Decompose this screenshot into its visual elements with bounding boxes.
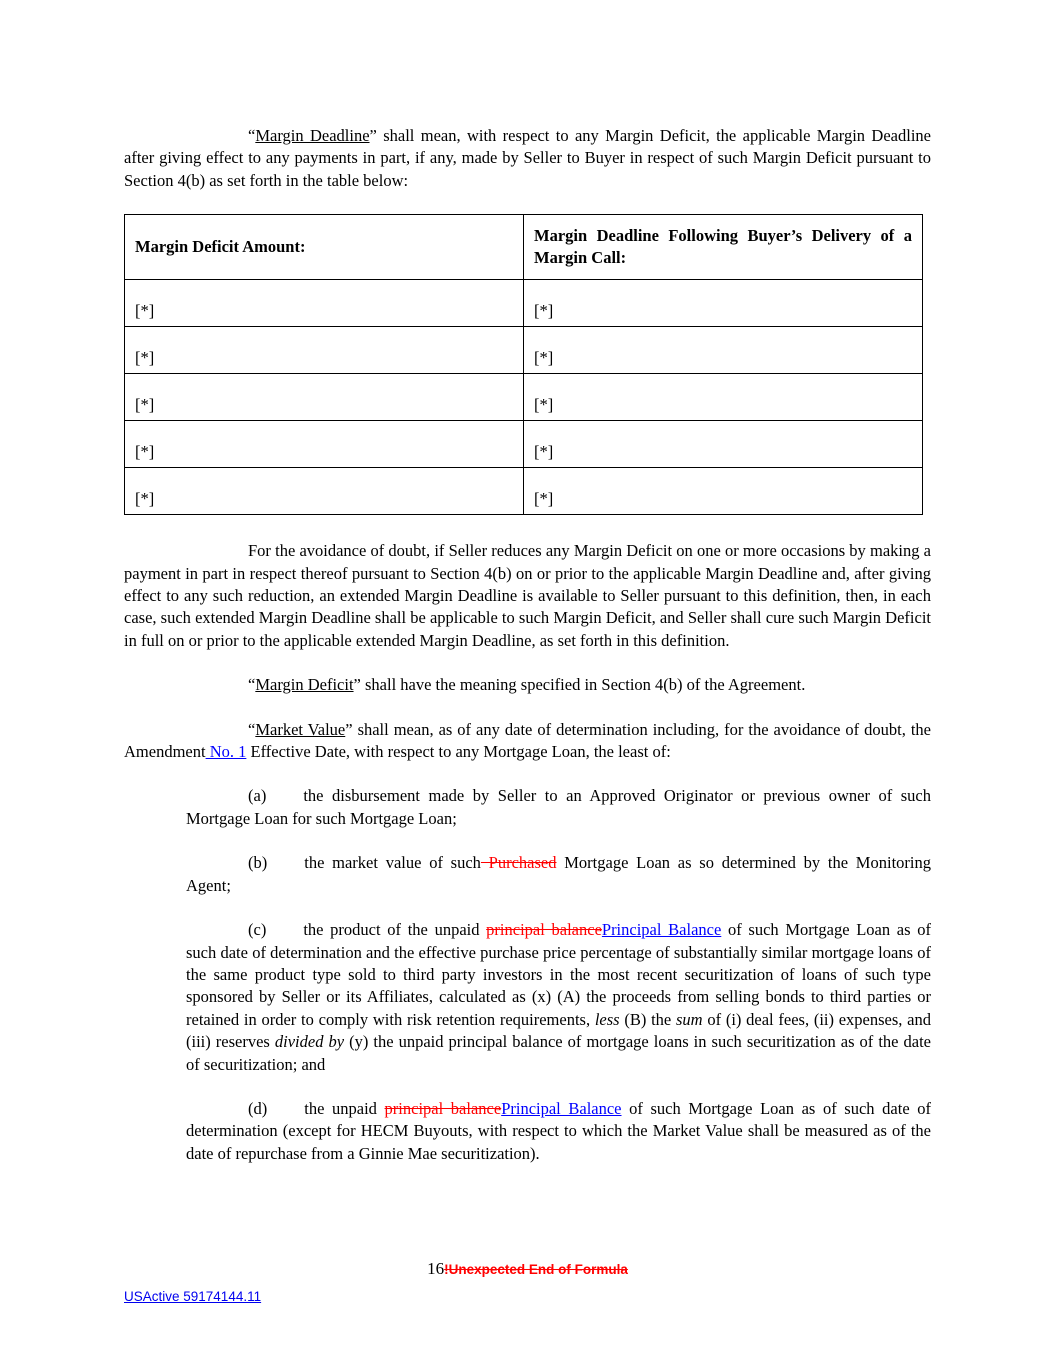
- table-row: [125, 327, 923, 374]
- table-cell: [*]: [524, 280, 923, 327]
- table-cell: [*]: [125, 327, 524, 374]
- table-cell: [*]: [524, 468, 923, 515]
- text-run: the product of the unpaid: [303, 920, 487, 940]
- deleted-text: principal balance: [384, 1098, 502, 1118]
- para-market-value-definition: [124, 719, 931, 764]
- defined-term: Market Value: [255, 719, 346, 739]
- text-run: of such Mortgage Loan as of such date of determination and the effective purchase price percentage of substantially similar mortgage loans of the same product type sold to third party investors in the most recent securitization of loans of such type sponsored by Seller or its Affiliates, calculated as (x) (A) the proceeds from selling bonds to third parties or retained in order to comply with risk retention requirements,: [186, 920, 931, 1029]
- table-cell: [*]: [125, 421, 524, 468]
- text-run: (b): [248, 853, 268, 873]
- table-header-cell: Margin Deficit Amount:: [125, 215, 524, 280]
- text-run: “: [248, 719, 256, 739]
- table-row: [125, 421, 923, 468]
- text-run: ” shall mean, with respect to any Margin Deficit, the applicable Margin Deadline after giving effect to any payments in part, if any, made by Seller to Buyer in respect of such Margin Deficit pursuant to Section 4(b) as set forth in the table below:: [124, 126, 931, 190]
- table-cell: [*]: [125, 468, 524, 515]
- deleted-text: principal balance: [486, 920, 602, 940]
- inserted-text: No. 1: [205, 742, 247, 762]
- clause-b: [186, 852, 931, 897]
- text-run: (d): [248, 1098, 268, 1118]
- text-run: ” shall mean, as of any date of determination including, for the avoidance of doubt, the Amendment: [124, 719, 932, 762]
- clause-d: [186, 1098, 931, 1165]
- text-run: “: [248, 675, 256, 695]
- table-cell: [*]: [125, 280, 524, 327]
- text-run: “: [248, 126, 256, 145]
- text-run: less: [594, 1009, 620, 1029]
- text-run: (y) the unpaid principal balance of mortgage loans in such securitization as of the date of securitization; and: [186, 1032, 932, 1074]
- table-header-row: [125, 215, 923, 280]
- page-number: 16: [427, 1259, 445, 1278]
- text-run: sum: [676, 1009, 703, 1029]
- deleted-text: Purchased: [480, 853, 557, 873]
- table-cell: [*]: [524, 374, 923, 421]
- table-cell: [*]: [524, 327, 923, 374]
- field-error-text: !Unexpected End of Formula: [444, 1262, 628, 1277]
- page-footer-line: [124, 1258, 931, 1281]
- text-run: (B) the: [619, 1009, 676, 1029]
- text-run: of such Mortgage Loan as of such date of determination (except for HECM Buyouts, with respect to which the Market Value shall be measured as of the date of repurchase from a Ginnie Mae securitization).: [186, 1098, 931, 1163]
- table-cell: [*]: [524, 421, 923, 468]
- defined-term: Margin Deadline: [255, 126, 370, 145]
- table-row: [125, 374, 923, 421]
- table-cell: [*]: [125, 374, 524, 421]
- text-run: the disbursement made by Seller to an Approved Originator or previous owner of such Mortgage Loan for such Mortgage Loan;: [186, 786, 931, 828]
- table-row: [125, 280, 923, 327]
- defined-term: Margin Deficit: [255, 675, 354, 695]
- text-run: Effective Date, with respect to any Mortgage Loan, the least of:: [246, 742, 671, 762]
- margin-deadline-table: [124, 214, 923, 515]
- para-margin-deadline-definition: [124, 125, 931, 192]
- inserted-text: Principal Balance: [601, 920, 722, 940]
- document-id-link[interactable]: USActive 59174144.11: [124, 1289, 262, 1304]
- text-run: For the avoidance of doubt, if Seller reduces any Margin Deficit on one or more occasions by making a payment in part in respect thereof pursuant to Section 4(b) on or prior to the applicable Margin Deadline and, after giving effect to any such reduction, an extended Margin Deadline is available to Seller pursuant to this definition, then, in each case, such extended Margin Deadline shall be applicable to such Margin Deficit, and Seller shall cure such Margin Deficit in full on or prior to the applicable extended Margin Deadline, as set forth in this definition.: [124, 541, 931, 650]
- text-run: Mortgage Loan as so determined by the Monitoring Agent;: [186, 853, 931, 895]
- clause-a: [186, 785, 931, 830]
- text-run: ” shall have the meaning specified in Section 4(b) of the Agreement.: [353, 675, 806, 695]
- para-margin-deficit-definition: [124, 674, 931, 696]
- text-run: divided by: [274, 1032, 345, 1052]
- text-run: (c): [248, 920, 267, 940]
- text-run: of (i) deal fees, (ii) expenses, and (iii) reserves: [186, 1009, 931, 1052]
- inserted-text: Principal Balance: [501, 1098, 622, 1118]
- document-body: [124, 125, 931, 1187]
- clause-c: [186, 919, 931, 1076]
- text-run: (a): [248, 786, 267, 806]
- text-run: the unpaid: [304, 1098, 385, 1118]
- para-avoidance-of-doubt: [124, 540, 931, 652]
- table-header-cell: Margin Deadline Following Buyer’s Delivery of a Margin Call:: [524, 215, 923, 280]
- table-row: [125, 468, 923, 515]
- text-run: the market value of such: [304, 853, 481, 873]
